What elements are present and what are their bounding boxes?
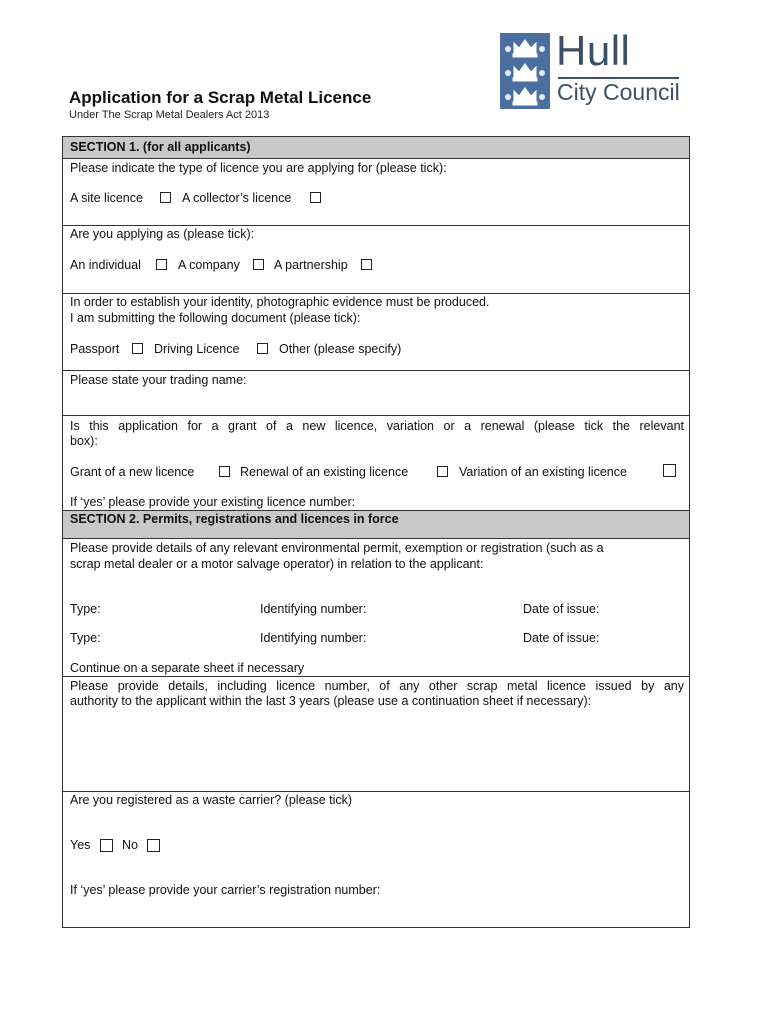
variation-licence-label: Variation of an existing licence	[459, 465, 627, 479]
identity-text-line2: I am submitting the following document (please tick):	[70, 311, 361, 325]
hull-city-council-logo	[500, 27, 685, 111]
three-crowns-crest-icon	[500, 33, 550, 109]
yes-label: Yes	[70, 838, 91, 852]
row-divider	[63, 676, 689, 677]
waste-carrier-question: Are you registered as a waste carrier? (please tick)	[70, 793, 353, 807]
application-type-question-line2: box):	[70, 434, 98, 448]
permit-date-of-issue-label: Date of issue:	[523, 602, 600, 616]
trading-name-label: Please state your trading name:	[70, 373, 247, 387]
company-checkbox[interactable]	[253, 259, 264, 270]
renewal-licence-label: Renewal of an existing licence	[240, 465, 409, 479]
collectors-licence-label: A collector’s licence	[182, 191, 292, 205]
row-divider	[63, 791, 689, 792]
partnership-checkbox[interactable]	[361, 259, 372, 270]
passport-label: Passport	[70, 342, 120, 356]
applying-as-question: Are you applying as (please tick):	[70, 227, 255, 241]
row-divider	[63, 370, 689, 371]
application-form	[62, 136, 690, 928]
no-label: No	[122, 838, 138, 852]
driving-licence-label: Driving Licence	[154, 342, 240, 356]
section1-heading: SECTION 1. (for all applicants)	[63, 137, 689, 159]
application-type-question-line1: Is this application for a grant of a new licence, variation or a renewal (please tick the relevant	[70, 419, 684, 433]
yes-checkbox[interactable]	[100, 839, 113, 852]
passport-checkbox[interactable]	[132, 343, 143, 354]
renewal-licence-checkbox[interactable]	[437, 466, 448, 477]
driving-licence-checkbox[interactable]	[257, 343, 268, 354]
other-document-label: Other (please specify)	[279, 342, 402, 356]
permits-text-line2: scrap metal dealer or a motor salvage operator) in relation to the applicant:	[70, 557, 484, 571]
collectors-licence-checkbox[interactable]	[310, 192, 321, 203]
permit-identifying-number-label: Identifying number:	[260, 602, 367, 616]
carrier-registration-label: If ‘yes’ please provide your carrier’s registration number:	[70, 883, 381, 897]
permit-type-label: Type:	[70, 602, 101, 616]
existing-licence-number-label: If ‘yes’ please provide your existing licence number:	[70, 495, 356, 509]
row-divider	[63, 415, 689, 416]
section2-heading: SECTION 2. Permits, registrations and licences in force	[63, 510, 689, 539]
logo-text-hull: Hull	[556, 27, 631, 74]
other-licences-text-line2: authority to the applicant within the last 3 years (please use a continuation sheet if necessary):	[70, 694, 592, 708]
row-divider	[63, 225, 689, 226]
partnership-label: A partnership	[274, 258, 348, 272]
page-subtitle: Under The Scrap Metal Dealers Act 2013	[69, 109, 270, 121]
row-divider	[63, 293, 689, 294]
licence-type-question: Please indicate the type of licence you are applying for (please tick):	[70, 161, 447, 175]
site-licence-label: A site licence	[70, 191, 143, 205]
identity-text-line1: In order to establish your identity, photographic evidence must be produced.	[70, 295, 490, 309]
no-checkbox[interactable]	[147, 839, 160, 852]
permit-date-of-issue-label: Date of issue:	[523, 631, 600, 645]
other-licences-text-line1: Please provide details, including licence number, of any other scrap metal licence issued by any	[70, 679, 684, 693]
continue-sheet-note: Continue on a separate sheet if necessary	[70, 661, 305, 675]
permits-text-line1: Please provide details of any relevant environmental permit, exemption or registration (such as a	[70, 541, 604, 555]
individual-checkbox[interactable]	[156, 259, 167, 270]
logo-text-city-council: City Council	[557, 79, 680, 105]
variation-licence-checkbox[interactable]	[663, 464, 676, 477]
site-licence-checkbox[interactable]	[160, 192, 171, 203]
page-title: Application for a Scrap Metal Licence	[69, 88, 372, 107]
permit-identifying-number-label: Identifying number:	[260, 631, 367, 645]
grant-new-licence-checkbox[interactable]	[219, 466, 230, 477]
company-label: A company	[178, 258, 240, 272]
individual-label: An individual	[70, 258, 141, 272]
permit-type-label: Type:	[70, 631, 101, 645]
grant-new-licence-label: Grant of a new licence	[70, 465, 195, 479]
